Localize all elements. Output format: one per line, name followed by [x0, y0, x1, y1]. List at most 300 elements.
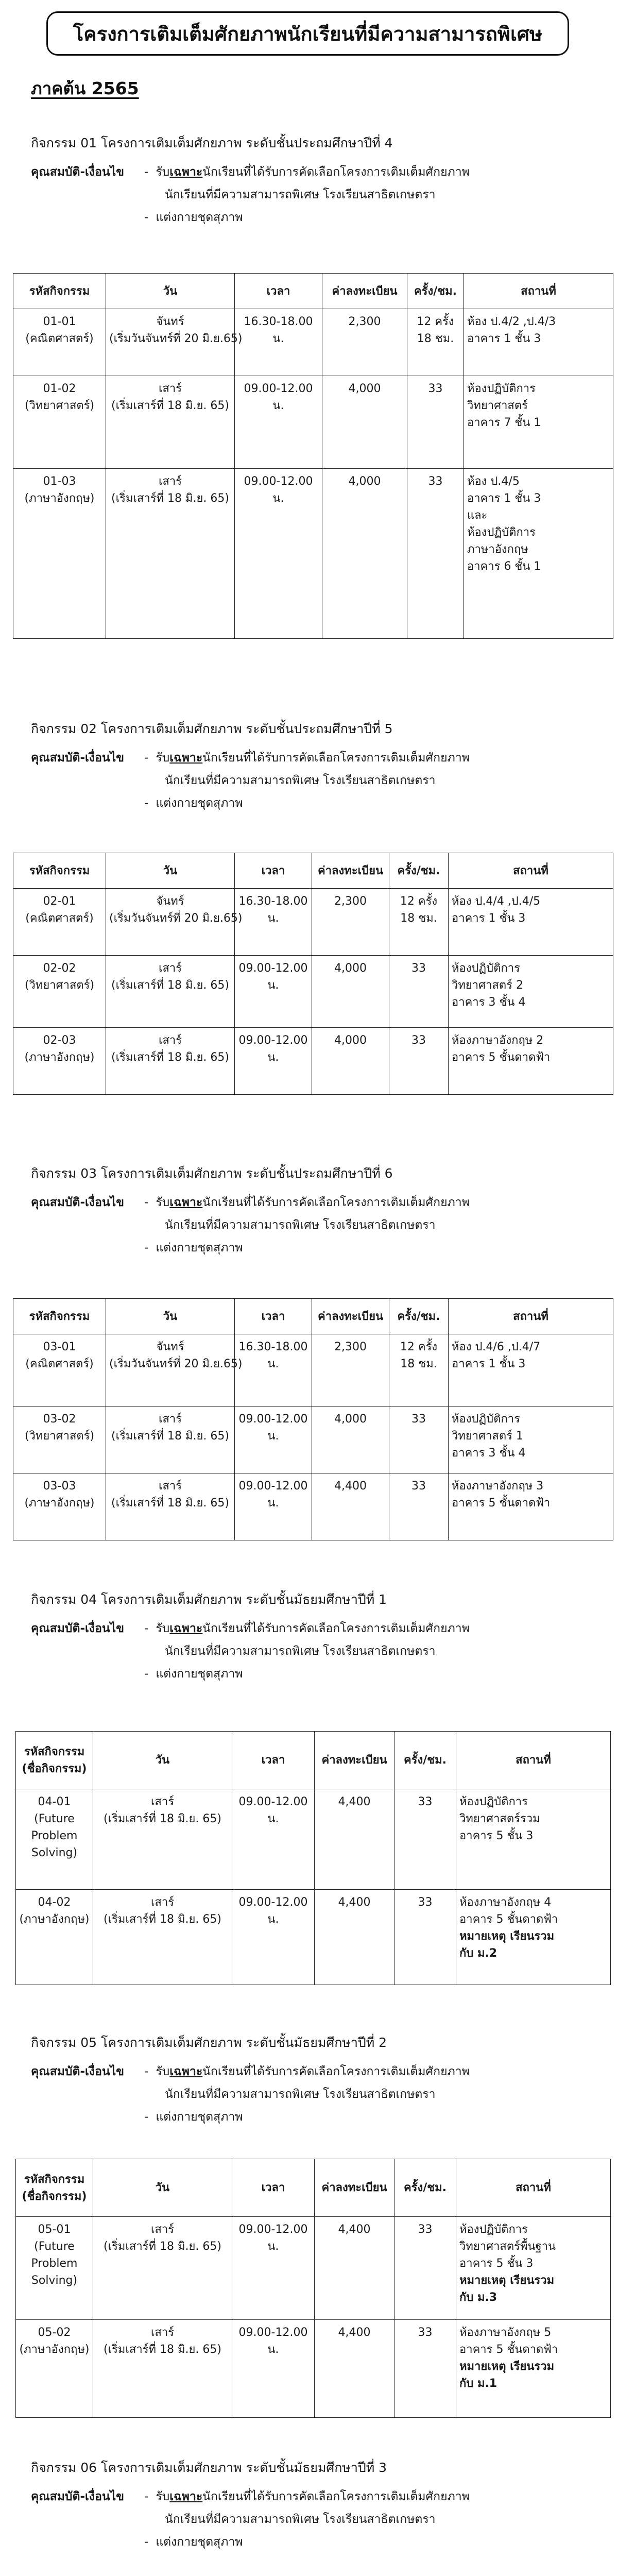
place-cell [456, 2217, 611, 2320]
qualification-text-2: นักเรียนที่มีความสามารถพิเศษ โรงเรียนสาธิตเกษตรา [165, 774, 436, 787]
activity-section [0, 133, 618, 224]
bullet-dash: - [144, 2110, 149, 2124]
activity-heading [31, 2458, 387, 2478]
qualification-post: นักเรียนที่ได้รับการคัดเลือกโครงการเติมเต็มศักยภาพ [202, 1622, 470, 1635]
schedule-table [13, 273, 613, 639]
activity-subject: (Future [34, 2240, 75, 2253]
start-date: (เริ่มเสาร์ที่ 18 มิ.ย. 65) [104, 1812, 221, 1825]
qualification-pre: รับ [156, 165, 170, 179]
schedule-table [13, 853, 613, 1095]
place-line: อาคาร 5 ชั้น 3 [459, 2257, 534, 2270]
place-line: อาคาร 1 ชั้น 3 [467, 492, 541, 505]
day-cell [106, 1334, 243, 1406]
activity-code-cell [16, 1789, 93, 1890]
sessions-cell [407, 469, 464, 639]
qualification-line [31, 749, 124, 767]
qualification-line [31, 2487, 124, 2506]
fee-cell: 4,000 [322, 376, 407, 469]
semester-heading: ภาคต้น 2565 [31, 78, 139, 98]
table-row [16, 2320, 611, 2418]
place-line: และ [467, 509, 488, 522]
sessions-value: 33 [428, 475, 443, 488]
sessions-cell [389, 889, 449, 956]
place-line: ห้องปฏิบัติการ [467, 382, 536, 395]
time-cell: 09.00-12.00 น. [235, 1473, 312, 1540]
activity-number: กิจกรรม 05 [31, 2035, 97, 2050]
fee-cell: 2,300 [312, 1334, 389, 1406]
note-line: กับ ม.1 [459, 2377, 497, 2390]
activity-subject: (ภาษาอังกฤษ) [19, 1913, 90, 1926]
start-date: (เริ่มเสาร์ที่ 18 มิ.ย. 65) [111, 1051, 229, 1064]
place-cell [449, 889, 613, 956]
qualification-line [31, 163, 124, 181]
start-date: (เริ่มเสาร์ที่ 18 มิ.ย. 65) [104, 1913, 221, 1926]
time-cell: 09.00-12.00 น. [235, 1028, 312, 1095]
qualification-text-3 [144, 2533, 243, 2551]
place-line: วิทยาศาสตร์ 2 [452, 979, 523, 992]
column-header: เวลา [232, 2159, 315, 2217]
sessions-cell [389, 1406, 449, 1473]
day-cell [106, 956, 235, 1028]
activity-subject: Solving) [31, 2274, 78, 2287]
table-header-row [13, 853, 613, 889]
time-cell: 16.30-18.00 น. [235, 889, 312, 956]
activity-code: 02-01 [43, 895, 76, 908]
day-name: จันทร์ [156, 895, 184, 908]
activity-code-cell [16, 1890, 93, 1985]
schedule-table [15, 2159, 611, 2418]
column-header: ค่าลงทะเบียน [315, 1732, 394, 1789]
column-header: วัน [106, 853, 235, 889]
activity-code-cell [13, 1473, 106, 1540]
activity-name: โครงการเติมเต็มศักยภาพ ระดับชั้นมัธยมศึกษาปีที่ 2 [100, 2035, 387, 2050]
place-line: วิทยาศาสตร์ [467, 399, 528, 412]
start-date: (เริ่มเสาร์ที่ 18 มิ.ย. 65) [111, 399, 229, 412]
day-name: เสาร์ [150, 1896, 175, 1909]
place-line: อาคาร 3 ชั้น 4 [452, 1447, 526, 1460]
column-header: ค่าลงทะเบียน [312, 853, 389, 889]
activity-code: 01-01 [43, 315, 76, 328]
activity-name: โครงการเติมเต็มศักยภาพ ระดับชั้นมัธยมศึกษาปีที่ 1 [100, 1592, 387, 1607]
place-line: ห้องปฏิบัติการ [459, 1795, 528, 1808]
day-cell [106, 1028, 235, 1095]
activity-code: 02-03 [43, 1034, 76, 1047]
sessions-value: 33 [411, 1034, 426, 1047]
qualification-label: คุณสมบัติ-เงื่อนไข [31, 165, 124, 179]
qualification-label: คุณสมบัติ-เงื่อนไข [31, 751, 124, 765]
time-cell: 09.00-12.00 น. [232, 2217, 315, 2320]
sessions-value: 33 [411, 962, 426, 975]
place-line: อาคาร 1 ชั้น 3 [452, 912, 526, 925]
activity-subject: (วิทยาศาสตร์) [24, 1430, 95, 1443]
dress-code: แต่งกายชุดสุภาพ [156, 2110, 243, 2124]
fee-cell: 4,400 [315, 1890, 394, 1985]
column-header-line: (ชื่อกิจกรรม) [22, 2190, 87, 2203]
activity-code-cell [13, 469, 106, 639]
place-line: อาคาร 1 ชั้น 3 [467, 332, 541, 345]
document-title: โครงการเติมเต็มศักยภาพนักเรียนที่มีความสามารถพิเศษ [46, 11, 569, 56]
start-date: (เริ่มเสาร์ที่ 18 มิ.ย. 65) [104, 2343, 221, 2356]
activity-code-cell [13, 1406, 106, 1473]
note-line: กับ ม.2 [459, 1947, 497, 1960]
activity-subject: Solving) [31, 1846, 78, 1859]
place-cell [449, 1406, 613, 1473]
sessions-value: 12 ครั้ง [417, 315, 454, 328]
place-line: ห้องปฏิบัติการ [452, 1413, 520, 1426]
place-line: อาคาร 1 ชั้น 3 [452, 1358, 526, 1370]
place-cell [449, 1334, 613, 1406]
activity-section [0, 2032, 618, 2124]
activity-subject: (วิทยาศาสตร์) [24, 979, 95, 992]
activity-code-cell [13, 956, 106, 1028]
activity-code: 03-03 [43, 1480, 76, 1493]
start-date: (เริ่มเสาร์ที่ 18 มิ.ย. 65) [111, 979, 229, 992]
qualification-text-2: นักเรียนที่มีความสามารถพิเศษ โรงเรียนสาธิตเกษตรา [165, 188, 436, 201]
time-cell: 09.00-12.00 น. [235, 376, 322, 469]
table-row [13, 376, 613, 469]
note-line: หมายเหตุ เรียนรวม [459, 2274, 555, 2287]
activity-subject: (คณิตศาสตร์) [25, 1358, 94, 1370]
qualification-pre: รับ [156, 1622, 170, 1635]
day-name: เสาร์ [150, 1795, 175, 1808]
sessions-value: 12 ครั้ง [400, 895, 438, 908]
activity-heading [31, 133, 393, 154]
sessions-cell [389, 1334, 449, 1406]
table-row [13, 1028, 613, 1095]
activity-heading [31, 2032, 387, 2053]
start-date: (เริ่มเสาร์ที่ 18 มิ.ย. 65) [111, 1430, 229, 1443]
qualification-label: คุณสมบัติ-เงื่อนไข [31, 1622, 124, 1635]
column-header: สถานที่ [449, 853, 613, 889]
qualification-pre: รับ [156, 2490, 170, 2503]
dress-code: แต่งกายชุดสุภาพ [156, 1667, 243, 1681]
time-cell: 16.30-18.00 น. [235, 309, 322, 376]
bullet-dash: - [144, 1667, 149, 1681]
activity-code-cell [16, 2217, 93, 2320]
day-cell [106, 376, 235, 469]
qualification-text-1 [144, 1619, 470, 1638]
schedule-table [15, 1731, 611, 1985]
place-line: ห้อง ป.4/4 ,ป.4/5 [452, 895, 541, 908]
column-header: สถานที่ [449, 1299, 613, 1334]
dress-code: แต่งกายชุดสุภาพ [156, 211, 243, 224]
sessions-value: 18 ชม. [400, 912, 437, 925]
column-header: ค่าลงทะเบียน [322, 274, 407, 309]
activity-code-cell [13, 1028, 106, 1095]
sessions-value: 33 [418, 1795, 433, 1808]
activity-heading [31, 1589, 387, 1610]
activity-code-cell [13, 309, 106, 376]
place-line: อาคาร 5 ชั้นดาดฟ้า [452, 1497, 551, 1510]
activity-subject: (คณิตศาสตร์) [25, 912, 94, 925]
activity-code-cell [16, 2320, 93, 2418]
column-header-line: รหัสกิจกรรม [24, 1745, 85, 1758]
bullet-dash: - [144, 1622, 149, 1635]
activity-code: 04-01 [38, 1795, 71, 1808]
place-line: ภาษาอังกฤษ [467, 543, 528, 556]
table-row [16, 1789, 611, 1890]
activity-code-cell [13, 1334, 106, 1406]
place-cell [449, 1028, 613, 1095]
day-name: เสาร์ [158, 1034, 182, 1047]
place-line: อาคาร 5 ชั้น 3 [459, 1829, 534, 1842]
activity-number: กิจกรรม 06 [31, 2460, 97, 2475]
start-date: (เริ่มเสาร์ที่ 18 มิ.ย. 65) [111, 1497, 229, 1510]
activity-section [0, 1163, 618, 1255]
start-date: (เริ่มเสาร์ที่ 18 มิ.ย. 65) [111, 492, 229, 505]
place-line: ห้องปฏิบัติการ [467, 526, 536, 539]
qualification-text-1 [144, 1193, 470, 1212]
column-header: เวลา [235, 853, 312, 889]
start-date: (เริ่มวันจันทร์ที่ 20 มิ.ย.65) [109, 912, 243, 925]
qualification-label: คุณสมบัติ-เงื่อนไข [31, 2490, 124, 2503]
time-cell: 16.30-18.00 น. [235, 1334, 312, 1406]
day-cell [106, 309, 243, 376]
place-line: ห้องภาษาอังกฤษ 2 [452, 1034, 544, 1047]
qualification-text-3 [144, 1665, 243, 1683]
column-header: วัน [106, 1299, 235, 1334]
activity-code: 03-01 [43, 1341, 76, 1353]
note-line: หมายเหตุ เรียนรวม [459, 1930, 555, 1943]
qualification-text-1 [144, 749, 470, 767]
sessions-value: 33 [418, 2326, 433, 2339]
sessions-cell [407, 309, 464, 376]
bullet-dash: - [144, 2490, 149, 2503]
fee-cell: 4,400 [312, 1473, 389, 1540]
bullet-dash: - [144, 751, 149, 765]
start-date: (เริ่มวันจันทร์ที่ 20 มิ.ย.65) [109, 1358, 243, 1370]
column-header: ครั้ง/ชม. [394, 2159, 456, 2217]
sessions-value: 18 ชม. [417, 332, 454, 345]
place-line: วิทยาศาสตร์พื้นฐาน [459, 2240, 556, 2253]
table-header-row [13, 274, 613, 309]
day-name: จันทร์ [156, 1341, 184, 1353]
fee-cell: 2,300 [312, 889, 389, 956]
table-header-row [16, 1732, 611, 1789]
sessions-cell [389, 1473, 449, 1540]
place-line: ห้องปฏิบัติการ [452, 962, 520, 975]
activity-code: 01-02 [43, 382, 76, 395]
qualification-line [31, 1619, 124, 1638]
fee-cell: 4,000 [312, 956, 389, 1028]
schedule-table [13, 1298, 613, 1540]
activity-subject: (ภาษาอังกฤษ) [19, 2343, 90, 2356]
place-line: ห้องภาษาอังกฤษ 5 [459, 2326, 552, 2339]
activity-subject: (Future [34, 1812, 75, 1825]
place-line: ห้อง ป.4/6 ,ป.4/7 [452, 1341, 541, 1353]
day-name: เสาร์ [150, 2326, 175, 2339]
place-line: อาคาร 3 ชั้น 4 [452, 996, 526, 1009]
place-line: ห้องภาษาอังกฤษ 3 [452, 1480, 544, 1493]
qualification-emphasis: เฉพาะ [169, 751, 203, 765]
activity-subject: (ภาษาอังกฤษ) [24, 1497, 95, 1510]
qualification-text-3 [144, 208, 243, 227]
table-row [13, 309, 613, 376]
place-cell [464, 309, 613, 376]
sessions-cell [394, 1890, 456, 1985]
activity-name: โครงการเติมเต็มศักยภาพ ระดับชั้นมัธยมศึกษาปีที่ 3 [100, 2460, 387, 2475]
table-header-row [13, 1299, 613, 1334]
start-date: (เริ่มวันจันทร์ที่ 20 มิ.ย.65) [109, 332, 243, 345]
place-line: วิทยาศาสตร์รวม [459, 1812, 540, 1825]
time-cell: 09.00-12.00 น. [232, 2320, 315, 2418]
place-line: ห้อง ป.4/5 [467, 475, 520, 488]
place-line: อาคาร 6 ชั้น 1 [467, 560, 541, 573]
table-header-row [16, 2159, 611, 2217]
table-row [13, 956, 613, 1028]
sessions-value: 33 [418, 1896, 433, 1909]
day-name: เสาร์ [158, 962, 182, 975]
activity-number: กิจกรรม 02 [31, 721, 97, 736]
table-row [13, 1473, 613, 1540]
column-header: วัน [106, 274, 235, 309]
time-cell: 09.00-12.00 น. [235, 1406, 312, 1473]
activity-code-cell [13, 376, 106, 469]
sessions-cell [389, 1028, 449, 1095]
place-cell [464, 469, 613, 639]
column-header: ครั้ง/ชม. [407, 274, 464, 309]
qualification-pre: รับ [156, 751, 170, 765]
qualification-text-2: นักเรียนที่มีความสามารถพิเศษ โรงเรียนสาธิตเกษตรา [165, 2088, 436, 2101]
qualification-text-3 [144, 794, 243, 812]
column-header-line: (ชื่อกิจกรรม) [22, 1762, 87, 1775]
place-line: อาคาร 5 ชั้นดาดฟ้า [452, 1051, 551, 1064]
qualification-emphasis: เฉพาะ [169, 165, 203, 179]
qualification-post: นักเรียนที่ได้รับการคัดเลือกโครงการเติมเต็มศักยภาพ [202, 1196, 470, 1209]
fee-cell: 4,000 [322, 469, 407, 639]
day-cell [106, 469, 235, 639]
qualification-post: นักเรียนที่ได้รับการคัดเลือกโครงการเติมเต็มศักยภาพ [202, 2065, 470, 2078]
day-name: จันทร์ [156, 315, 184, 328]
sessions-cell [394, 2217, 456, 2320]
qualification-emphasis: เฉพาะ [169, 1622, 203, 1635]
qualification-label: คุณสมบัติ-เงื่อนไข [31, 1196, 124, 1209]
activity-name: โครงการเติมเต็มศักยภาพ ระดับชั้นประถมศึกษาปีที่ 6 [100, 1166, 393, 1181]
bullet-dash: - [144, 211, 149, 224]
activity-code: 05-02 [38, 2326, 71, 2339]
qualification-post: นักเรียนที่ได้รับการคัดเลือกโครงการเติมเต็มศักยภาพ [202, 751, 470, 765]
place-cell [449, 1473, 613, 1540]
column-header [16, 1732, 93, 1789]
column-header: ครั้ง/ชม. [389, 1299, 449, 1334]
activity-name: โครงการเติมเต็มศักยภาพ ระดับชั้นประถมศึกษาปีที่ 4 [100, 135, 393, 150]
fee-cell: 4,400 [315, 2217, 394, 2320]
qualification-pre: รับ [156, 2065, 170, 2078]
sessions-cell [407, 376, 464, 469]
table-row [13, 1334, 613, 1406]
activity-subject: Problem [31, 1829, 78, 1842]
place-line: ห้อง ป.4/2 ,ป.4/3 [467, 315, 556, 328]
time-cell: 09.00-12.00 น. [232, 1789, 315, 1890]
day-name: เสาร์ [158, 382, 182, 395]
day-cell [106, 889, 243, 956]
sessions-cell [389, 956, 449, 1028]
activity-section [0, 1589, 618, 1681]
column-header: สถานที่ [456, 1732, 611, 1789]
sessions-value: 33 [418, 2223, 433, 2236]
day-cell [93, 1890, 232, 1985]
qualification-emphasis: เฉพาะ [169, 2065, 203, 2078]
qualification-text-1 [144, 2487, 470, 2506]
qualification-line [31, 2062, 124, 2081]
activity-subject: Problem [31, 2257, 78, 2270]
fee-cell: 2,300 [322, 309, 407, 376]
sessions-value: 33 [411, 1480, 426, 1493]
column-header: วัน [93, 2159, 232, 2217]
activity-code: 03-02 [43, 1413, 76, 1426]
activity-subject: (ภาษาอังกฤษ) [24, 1051, 95, 1064]
bullet-dash: - [144, 2535, 149, 2549]
qualification-text-2: นักเรียนที่มีความสามารถพิเศษ โรงเรียนสาธิตเกษตรา [165, 1218, 436, 1232]
activity-section [0, 719, 618, 810]
day-cell [106, 1473, 235, 1540]
time-cell: 09.00-12.00 น. [235, 956, 312, 1028]
activity-number: กิจกรรม 01 [31, 135, 97, 150]
note-line: กับ ม.3 [459, 2291, 497, 2304]
fee-cell: 4,400 [315, 2320, 394, 2418]
column-header-line: รหัสกิจกรรม [24, 2173, 85, 2186]
activity-number: กิจกรรม 03 [31, 1166, 97, 1181]
table-row [13, 889, 613, 956]
column-header: เวลา [232, 1732, 315, 1789]
fee-cell: 4,400 [315, 1789, 394, 1890]
activity-code-cell [13, 889, 106, 956]
qualification-text-3 [144, 2108, 243, 2126]
day-name: เสาร์ [158, 475, 182, 488]
activity-subject: (ภาษาอังกฤษ) [24, 492, 95, 505]
bullet-dash: - [144, 1196, 149, 1209]
column-header: ครั้ง/ชม. [394, 1732, 456, 1789]
column-header: สถานที่ [464, 274, 613, 309]
column-header: เวลา [235, 1299, 312, 1334]
day-name: เสาร์ [158, 1480, 182, 1493]
day-name: เสาร์ [150, 2223, 175, 2236]
sessions-cell [394, 1789, 456, 1890]
activity-subject: (คณิตศาสตร์) [25, 332, 94, 345]
place-cell [449, 956, 613, 1028]
place-line: ห้องภาษาอังกฤษ 4 [459, 1896, 552, 1909]
place-line: อาคาร 7 ชั้น 1 [467, 416, 541, 429]
activity-name: โครงการเติมเต็มศักยภาพ ระดับชั้นประถมศึกษาปีที่ 5 [100, 721, 393, 736]
fee-cell: 4,000 [312, 1028, 389, 1095]
activity-code: 05-01 [38, 2223, 71, 2236]
qualification-text-2: นักเรียนที่มีความสามารถพิเศษ โรงเรียนสาธิตเกษตรา [165, 1645, 436, 1658]
column-header: ค่าลงทะเบียน [312, 1299, 389, 1334]
column-header: ครั้ง/ชม. [389, 853, 449, 889]
qualification-pre: รับ [156, 1196, 170, 1209]
qualification-post: นักเรียนที่ได้รับการคัดเลือกโครงการเติมเต็มศักยภาพ [202, 2490, 470, 2503]
activity-number: กิจกรรม 04 [31, 1592, 97, 1607]
column-header: สถานที่ [456, 2159, 611, 2217]
column-header: รหัสกิจกรรม [13, 853, 106, 889]
place-line: อาคาร 5 ชั้นดาดฟ้า [459, 1913, 558, 1926]
activity-heading [31, 719, 393, 739]
bullet-dash: - [144, 796, 149, 810]
time-cell: 09.00-12.00 น. [232, 1890, 315, 1985]
dress-code: แต่งกายชุดสุภาพ [156, 1241, 243, 1255]
column-header: ค่าลงทะเบียน [315, 2159, 394, 2217]
qualification-label: คุณสมบัติ-เงื่อนไข [31, 2065, 124, 2078]
table-row [13, 1406, 613, 1473]
qualification-post: นักเรียนที่ได้รับการคัดเลือกโครงการเติมเต็มศักยภาพ [202, 165, 470, 179]
qualification-text-1 [144, 2062, 470, 2081]
qualification-emphasis: เฉพาะ [169, 2490, 203, 2503]
day-cell [93, 2217, 232, 2320]
qualification-text-2: นักเรียนที่มีความสามารถพิเศษ โรงเรียนสาธิตเกษตรา [165, 2513, 436, 2526]
activity-code: 01-03 [43, 475, 76, 488]
start-date: (เริ่มเสาร์ที่ 18 มิ.ย. 65) [104, 2240, 221, 2253]
place-line: วิทยาศาสตร์ 1 [452, 1430, 523, 1443]
